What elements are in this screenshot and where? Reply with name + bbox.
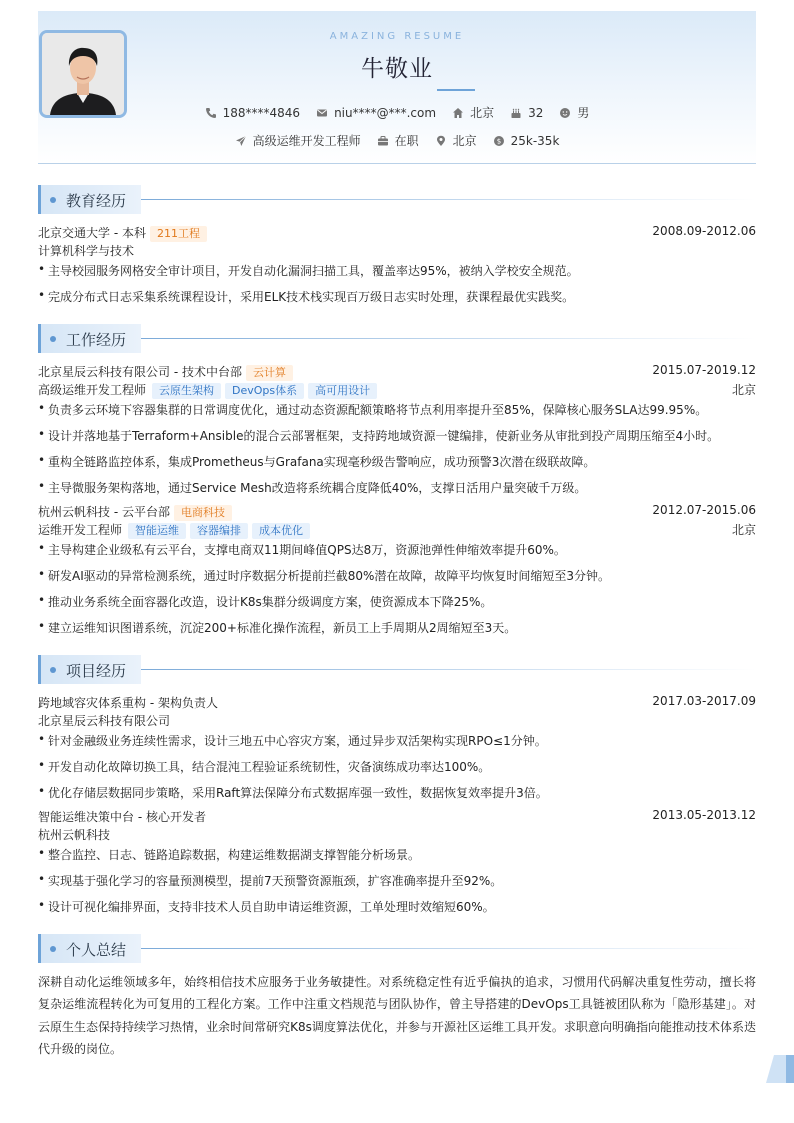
corner-decoration: [766, 1055, 794, 1083]
job-title: 高级运维开发工程师: [38, 383, 147, 397]
name-underline: [437, 89, 475, 91]
project-header: [38, 694, 756, 711]
work-header: [38, 363, 756, 381]
education-major: 计算机科学与技术: [38, 244, 135, 258]
status-item: [377, 132, 419, 149]
work-header: [38, 503, 756, 521]
money-icon: [493, 135, 505, 147]
work-city: 北京: [731, 523, 756, 537]
age-item: [510, 106, 543, 120]
salary-text: 25k-35k: [510, 133, 560, 148]
city-item: [452, 104, 494, 121]
briefcase-icon: [377, 135, 389, 147]
face-icon: [559, 107, 571, 119]
education-header: [38, 224, 756, 242]
job-title: 运维开发工程师: [38, 523, 123, 537]
education-date: 2008.09-2012.06: [652, 224, 756, 238]
location-pin-icon: [435, 135, 447, 147]
work-date: 2015.07-2019.12: [652, 363, 756, 377]
work-date: 2012.07-2015.06: [652, 503, 756, 517]
home-icon: [452, 107, 464, 119]
section-divider: [136, 948, 756, 949]
section-heading: 项目经历: [66, 662, 127, 680]
section-summary: [38, 934, 756, 963]
salary-item: [493, 134, 560, 148]
company-name: 杭州云帆科技 - 云平台部: [38, 505, 170, 519]
section-dot: [50, 667, 56, 673]
industry-tag: 云计算: [246, 365, 293, 381]
email-item: [316, 106, 436, 120]
phone-text: 188****4846: [222, 105, 301, 120]
skill-tag: 成本优化: [252, 523, 310, 539]
section-projects: [38, 655, 756, 684]
svg-text:$: $: [496, 137, 501, 146]
candidate-name: 牛敬业: [361, 56, 433, 82]
gender-item: [559, 104, 589, 121]
project-header: [38, 808, 756, 825]
target-job-item: [235, 132, 361, 149]
email-icon: [316, 107, 328, 119]
work-role-row: [38, 521, 756, 539]
age-text: 32: [528, 105, 544, 120]
intent-row: [0, 132, 794, 149]
project-date: 2013.05-2013.12: [652, 808, 756, 822]
section-heading: 工作经历: [66, 331, 127, 349]
skill-tag: DevOps体系: [225, 383, 304, 399]
section-divider: [136, 669, 756, 670]
email-text: niu****@***.com: [334, 105, 437, 120]
skill-tag: 云原生架构: [152, 383, 221, 399]
project-org: 北京星辰云科技有限公司: [38, 714, 171, 728]
city-text: 北京: [470, 106, 495, 120]
school-name: 北京交通大学 - 本科: [38, 226, 146, 240]
section-divider: [136, 338, 756, 339]
company-name: 北京星辰云科技有限公司 - 技术中台部: [38, 365, 242, 379]
skill-tag: 容器编排: [190, 523, 248, 539]
school-tag: 211工程: [150, 226, 207, 242]
target-city-item: [435, 132, 477, 149]
send-icon: [235, 135, 247, 147]
section-divider: [136, 199, 756, 200]
skill-tag: 智能运维: [128, 523, 186, 539]
project-name: 跨地域容灾体系重构 - 架构负责人: [38, 696, 218, 710]
contact-row: [0, 104, 794, 121]
project-date: 2017.03-2017.09: [652, 694, 756, 708]
gender-text: 男: [577, 106, 590, 120]
phone-item: [205, 106, 300, 120]
section-dot: [50, 946, 56, 952]
section-dot: [50, 197, 56, 203]
project-name: 智能运维决策中台 - 核心开发者: [38, 810, 206, 824]
cake-icon: [510, 107, 522, 119]
target-job-text: 高级运维开发工程师: [252, 134, 361, 148]
section-education: [38, 185, 756, 214]
section-dot: [50, 336, 56, 342]
skill-tag: 高可用设计: [308, 383, 377, 399]
phone-icon: [205, 107, 217, 119]
work-role-row: [38, 381, 756, 399]
work-city: 北京: [731, 383, 756, 397]
summary-text: 深耕自动化运维领域多年，始终相信技术应服务于业务敏捷性。对系统稳定性有近乎偏执的追求，习惯用代码解决重复性劳动，擅长将复杂运维流程转化为可复用的工程化方案。工作中注重文档规范与团队协作，曾主导搭建的DevOps工具链被团队称为「隐形基建」。对云原生生态保持持续学习热情，业余时间常研究K8s调度算法优化，并参与开源社区运维工具开发。求职意向明确指向能推动技术体系迭代升级的岗位。: [38, 975, 756, 1056]
brand-text: AMAZING RESUME: [329, 31, 465, 42]
status-text: 在职: [394, 134, 419, 148]
section-work: [38, 324, 756, 353]
project-org: 杭州云帆科技: [38, 828, 111, 842]
section-heading: 个人总结: [66, 941, 127, 959]
section-heading: 教育经历: [66, 192, 127, 210]
target-city-text: 北京: [452, 134, 477, 148]
industry-tag: 电商科技: [174, 505, 232, 521]
